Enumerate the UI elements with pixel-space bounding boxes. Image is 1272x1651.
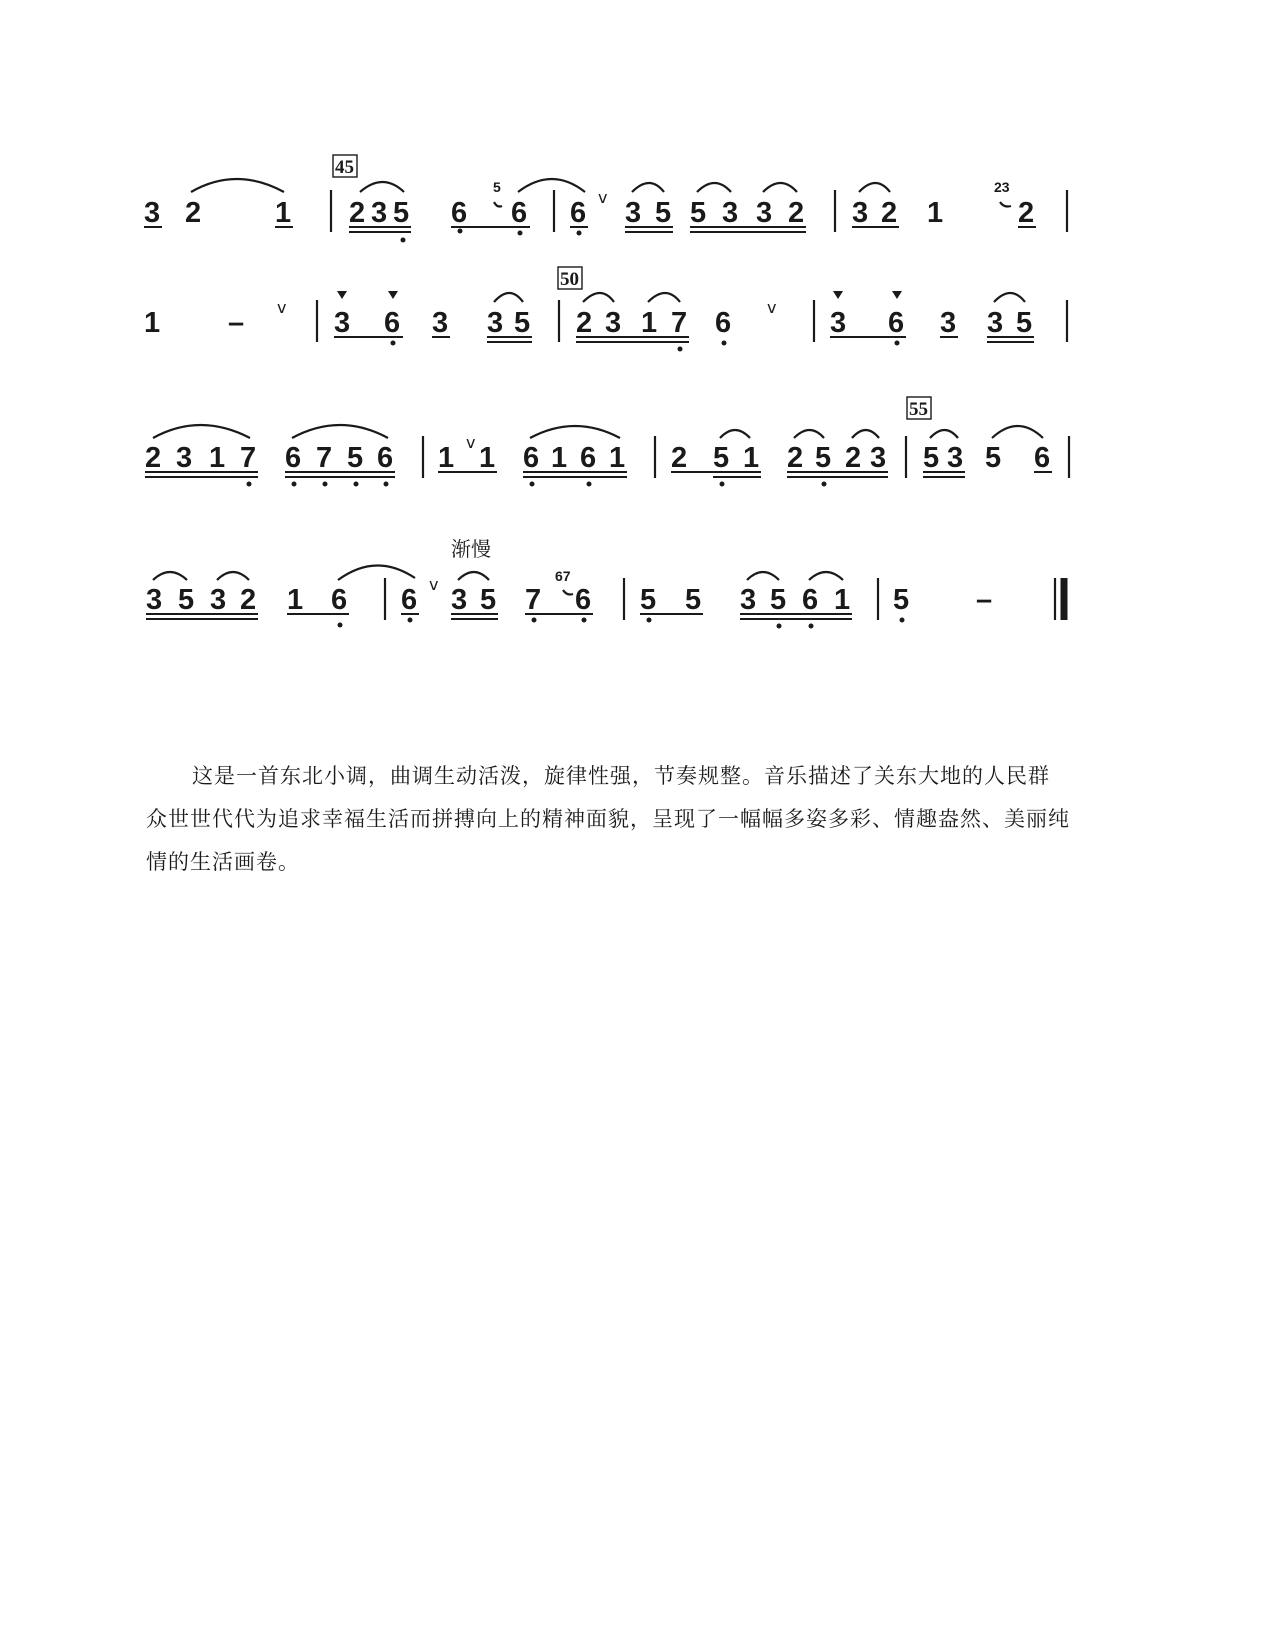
lower-octave-dot	[722, 341, 727, 346]
note: 2	[671, 442, 688, 474]
tempo-marking: 渐慢	[451, 537, 491, 561]
slur	[648, 293, 680, 302]
lower-octave-dot	[401, 238, 406, 243]
slur	[153, 425, 250, 438]
measure-number: 55	[909, 399, 928, 420]
lower-octave-dot	[577, 231, 582, 236]
note: 5	[640, 584, 657, 616]
note: 3	[176, 442, 193, 474]
note: 6	[384, 307, 401, 339]
slur	[632, 183, 664, 192]
note: 3	[210, 584, 227, 616]
slur	[930, 430, 958, 438]
note: 1	[743, 442, 760, 474]
slur	[360, 182, 404, 192]
note: 3	[870, 442, 887, 474]
note: 3	[830, 307, 847, 339]
lower-octave-dot	[582, 618, 587, 623]
slur	[809, 572, 843, 580]
lower-octave-dot	[408, 618, 413, 623]
slur	[338, 565, 415, 580]
slur	[518, 179, 585, 192]
slur	[859, 183, 890, 192]
note: 2	[349, 197, 366, 229]
note: 3	[756, 197, 773, 229]
note: 5	[514, 307, 531, 339]
note: 3	[740, 584, 757, 616]
note: 1	[609, 442, 626, 474]
grace-tie	[563, 590, 573, 595]
note: 2	[1018, 197, 1035, 229]
note: 7	[671, 307, 688, 339]
note: 5	[770, 584, 787, 616]
note: 1	[641, 307, 658, 339]
note: 5	[923, 442, 940, 474]
numbered-musical-score	[0, 0, 1272, 700]
note: 5	[690, 197, 707, 229]
note: 6	[575, 584, 592, 616]
grace-tie	[494, 202, 502, 207]
note: 1	[287, 584, 304, 616]
note: 7	[525, 584, 542, 616]
note: 2	[145, 442, 162, 474]
staccato-mark	[892, 291, 902, 299]
note: 6	[285, 442, 302, 474]
slur	[697, 183, 731, 192]
lower-octave-dot	[530, 482, 535, 487]
note: 3	[144, 197, 161, 229]
note: 5	[1016, 307, 1033, 339]
lower-octave-dot	[809, 624, 814, 629]
staccato-mark	[337, 291, 347, 299]
staccato-mark	[388, 291, 398, 299]
note: 6	[570, 197, 587, 229]
note: 5	[713, 442, 730, 474]
lower-octave-dot	[587, 482, 592, 487]
lower-octave-dot	[678, 347, 683, 352]
lower-octave-dot	[247, 482, 252, 487]
note: 5	[685, 584, 702, 616]
note: 1	[144, 307, 161, 339]
note: 1	[551, 442, 568, 474]
note: 5	[985, 442, 1002, 474]
breath-mark: v	[466, 433, 476, 452]
note: 1	[438, 442, 455, 474]
breath-mark: v	[598, 188, 608, 207]
lower-octave-dot	[518, 231, 523, 236]
note: 2	[845, 442, 862, 474]
lower-octave-dot	[822, 482, 827, 487]
slur	[794, 430, 824, 438]
note: 3	[334, 307, 351, 339]
lower-octave-dot	[292, 482, 297, 487]
note: 5	[815, 442, 832, 474]
note: 2	[788, 197, 805, 229]
slur	[992, 426, 1043, 438]
staccato-mark	[833, 291, 843, 299]
slur	[852, 430, 879, 438]
note: 5	[393, 197, 410, 229]
note: 6	[523, 442, 540, 474]
note: 5	[178, 584, 195, 616]
note: 3	[487, 307, 504, 339]
measure-number: 50	[560, 269, 579, 290]
lower-octave-dot	[323, 482, 328, 487]
breath-mark: v	[429, 575, 439, 594]
score-line-1	[144, 155, 1067, 243]
note: 6	[888, 307, 905, 339]
note: 3	[625, 197, 642, 229]
slur	[720, 430, 750, 438]
note: 3	[451, 584, 468, 616]
lower-octave-dot	[391, 341, 396, 346]
note: 3	[722, 197, 739, 229]
note: 1	[275, 197, 292, 229]
slur	[763, 183, 797, 192]
note: 2	[240, 584, 257, 616]
note: 1	[834, 584, 851, 616]
note: 2	[185, 197, 202, 229]
note: 6	[451, 197, 468, 229]
grace-tie	[1000, 202, 1011, 207]
note: 7	[240, 442, 257, 474]
note: 5	[655, 197, 672, 229]
lower-octave-dot	[532, 618, 537, 623]
lower-octave-dot	[895, 341, 900, 346]
breath-mark: v	[767, 298, 777, 317]
note: 1	[479, 442, 496, 474]
slur	[153, 572, 187, 580]
note: 3	[605, 307, 622, 339]
note: 2	[576, 307, 593, 339]
note: 5	[347, 442, 364, 474]
description-paragraph: 这是一首东北小调，曲调生动活泼，旋律性强，节奏规整。音乐描述了关东大地的人民群众世世代代为追求幸福生活而拼搏向上的精神面貌，呈现了一幅幅多姿多彩、情趣盎然、美丽纯情的生活画卷。	[146, 764, 1070, 874]
grace-note: 67	[555, 568, 571, 584]
slur	[458, 572, 489, 580]
lower-octave-dot	[647, 618, 652, 623]
note: 3	[432, 307, 449, 339]
note: 5	[893, 584, 910, 616]
note: 6	[331, 584, 348, 616]
slur	[217, 572, 249, 580]
rest-dash: –	[976, 584, 993, 616]
note: 3	[987, 307, 1004, 339]
slur	[747, 572, 779, 580]
lower-octave-dot	[777, 624, 782, 629]
breath-mark: v	[277, 298, 287, 317]
lower-octave-dot	[900, 618, 905, 623]
lower-octave-dot	[720, 482, 725, 487]
note: 2	[881, 197, 898, 229]
note: 3	[940, 307, 957, 339]
slur	[994, 293, 1025, 302]
note: 6	[401, 584, 418, 616]
note: 6	[1034, 442, 1051, 474]
note: 3	[146, 584, 163, 616]
slur	[292, 425, 388, 438]
slur	[494, 293, 523, 302]
note: 7	[316, 442, 333, 474]
note: 6	[715, 307, 732, 339]
score-line-4	[146, 537, 1064, 629]
note: 2	[787, 442, 804, 474]
slur	[583, 293, 614, 302]
measure-number: 45	[335, 157, 354, 178]
note: 3	[852, 197, 869, 229]
lower-octave-dot	[384, 482, 389, 487]
lower-octave-dot	[354, 482, 359, 487]
note: 3	[947, 442, 964, 474]
score-line-3	[145, 397, 1069, 487]
slur	[191, 179, 284, 192]
rest-dash: –	[228, 307, 245, 339]
grace-note: 5	[493, 179, 501, 195]
lower-octave-dot	[338, 623, 343, 628]
score-line-2	[144, 267, 1067, 352]
note: 6	[377, 442, 394, 474]
note: 1	[927, 197, 944, 229]
note: 5	[480, 584, 497, 616]
grace-note: 23	[994, 179, 1010, 195]
note: 6	[580, 442, 597, 474]
note: 1	[209, 442, 226, 474]
lower-octave-dot	[458, 229, 463, 234]
note: 6	[802, 584, 819, 616]
note: 6	[511, 197, 528, 229]
slur	[530, 426, 620, 438]
note: 3	[371, 197, 388, 229]
